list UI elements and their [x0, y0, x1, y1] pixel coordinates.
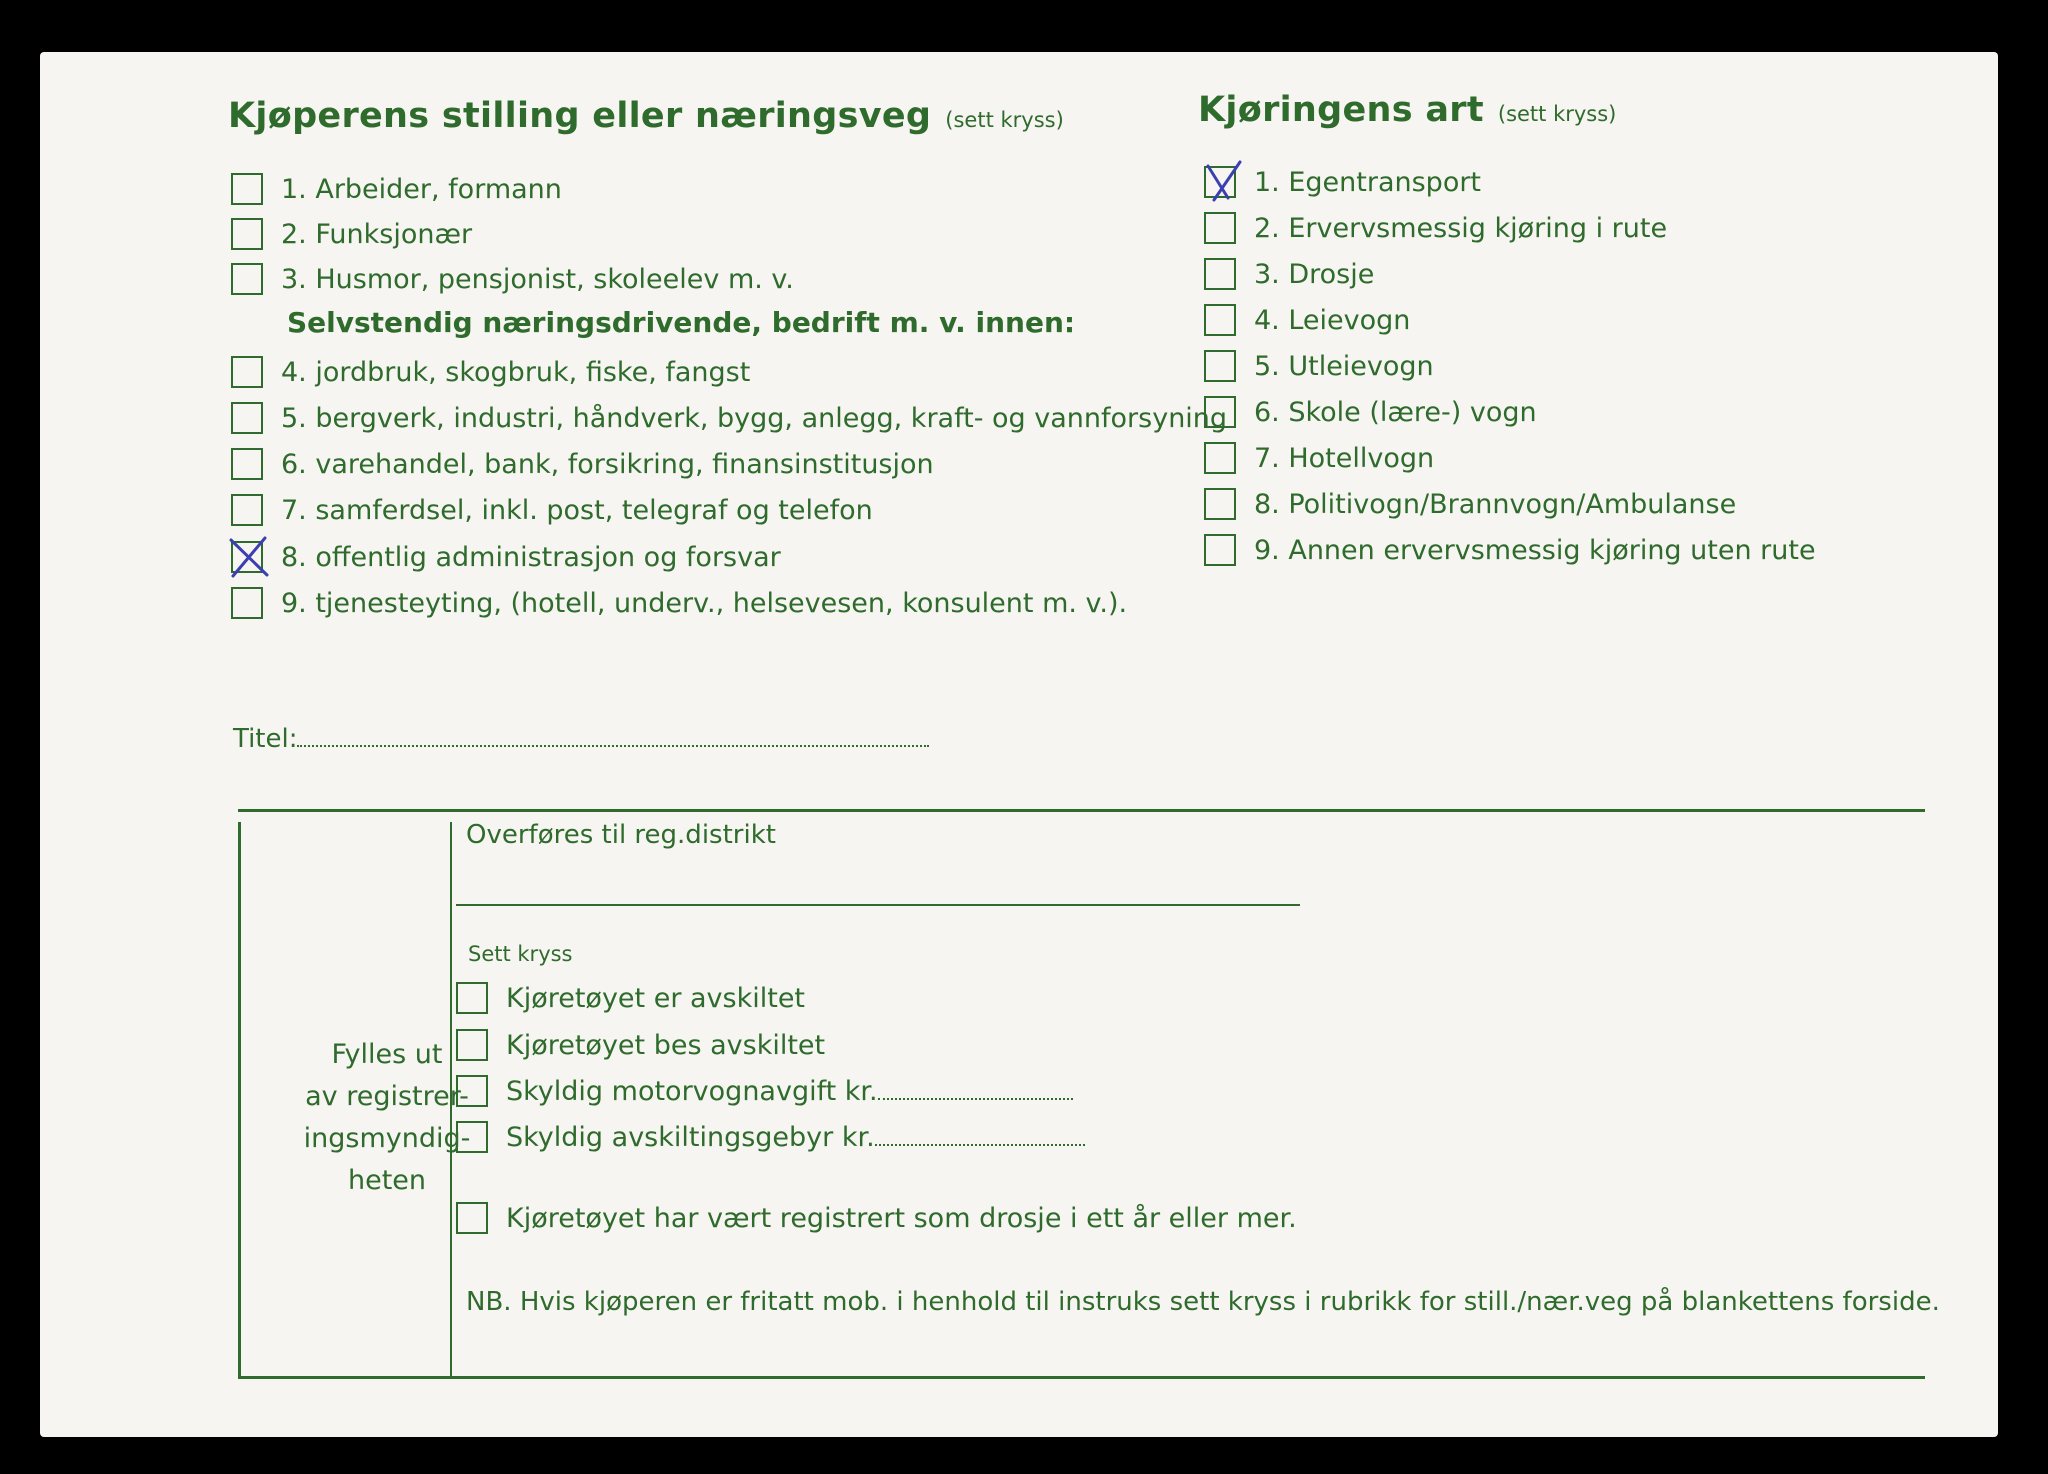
option-label-text: Skyldig avskiltingsgebyr kr.	[506, 1122, 875, 1153]
checkbox[interactable]	[1204, 258, 1236, 290]
option-label: 5. Utleievogn	[1254, 351, 1434, 382]
self-employed-subheading: Selvstendig næringsdrivende, bedrift m. v. innen:	[287, 306, 1076, 339]
option-label: 5. bergverk, industri, håndverk, bygg, anlegg, kraft- og vannforsyning	[281, 403, 1228, 434]
title-label: Titel:	[233, 724, 298, 754]
option-label: 7. Hotellvogn	[1254, 443, 1435, 474]
checkbox[interactable]	[456, 1029, 488, 1061]
option-label: 8. Politivogn/Brannvogn/Ambulanse	[1254, 489, 1737, 520]
checkbox[interactable]	[231, 356, 263, 388]
side-label-line: Fylles ut	[331, 1039, 443, 1070]
nb-note: NB. Hvis kjøperen er fritatt mob. i henhold til instruks sett kryss i rubrikk for still./nær.veg på blankettens forside.	[466, 1287, 1940, 1317]
amount-dotted-line[interactable]	[875, 1144, 1085, 1146]
option-label: 8. offentlig administrasjon og forsvar	[281, 542, 781, 573]
checkbox[interactable]	[1204, 304, 1236, 336]
checkbox[interactable]	[231, 587, 263, 619]
title-dotted-line[interactable]	[297, 745, 929, 747]
checkbox[interactable]	[1204, 350, 1236, 382]
driving-type-note: (sett kryss)	[1497, 102, 1617, 126]
option-label: 7. samferdsel, inkl. post, telegraf og telefon	[281, 495, 873, 526]
handwritten-x-mark-icon	[227, 535, 271, 579]
option-label: 9. Annen ervervsmessig kjøring uten rute	[1254, 535, 1816, 566]
checkbox[interactable]	[231, 218, 263, 250]
checkbox[interactable]	[231, 263, 263, 295]
driving-type-title: Kjøringens art	[1198, 90, 1484, 130]
option-label: 3. Husmor, pensjonist, skoleelev m. v.	[281, 264, 794, 295]
option-label: 2. Ervervsmessig kjøring i rute	[1254, 213, 1668, 244]
form-sheet	[40, 52, 1998, 1437]
buyer-occupation-title: Kjøperens stilling eller næringsveg	[228, 96, 932, 136]
option-label: 6. Skole (lære-) vogn	[1254, 397, 1537, 428]
option-label: 1. Egentransport	[1254, 167, 1482, 198]
option-label: Kjøretøyet har vært registrert som drosje i ett år eller mer.	[506, 1203, 1297, 1234]
checkbox[interactable]	[231, 173, 263, 205]
registry-box-top-border	[238, 809, 1925, 812]
option-label	[506, 1121, 1085, 1155]
option-label: Kjøretøyet bes avskiltet	[506, 1030, 826, 1061]
checkbox[interactable]	[1204, 534, 1236, 566]
side-label-line: ingsmyndig-	[303, 1123, 471, 1154]
sett-kryss-label: Sett kryss	[468, 942, 573, 966]
driving-type-heading	[1198, 90, 1616, 130]
checkbox[interactable]	[456, 1121, 488, 1153]
checkbox[interactable]	[1204, 212, 1236, 244]
transfer-district-line[interactable]	[456, 904, 1300, 906]
checkbox[interactable]	[1204, 442, 1236, 474]
option-label: 4. jordbruk, skogbruk, fiske, fangst	[281, 357, 751, 388]
checkbox[interactable]	[231, 448, 263, 480]
registry-box-left-border	[238, 822, 241, 1378]
side-label-line: av registrer-	[305, 1081, 469, 1112]
option-label: Kjøretøyet er avskiltet	[506, 983, 806, 1014]
option-label: 2. Funksjonær	[281, 219, 473, 250]
checkbox[interactable]	[456, 1075, 488, 1107]
option-label: 1. Arbeider, formann	[281, 174, 562, 205]
checkbox[interactable]	[456, 1202, 488, 1234]
side-label-line: heten	[347, 1165, 427, 1196]
buyer-occupation-note: (sett kryss)	[945, 108, 1064, 132]
checkbox[interactable]	[231, 494, 263, 526]
checkbox[interactable]	[1204, 488, 1236, 520]
checkbox[interactable]	[456, 982, 488, 1014]
option-label: 3. Drosje	[1254, 259, 1375, 290]
transfer-district-label: Overføres til reg.distrikt	[466, 820, 776, 850]
handwritten-x-mark-icon	[1200, 160, 1244, 204]
option-label-text: Skyldig motorvognavgift kr.	[506, 1076, 878, 1107]
amount-dotted-line[interactable]	[878, 1098, 1073, 1100]
title-field[interactable]	[233, 724, 929, 754]
checkbox[interactable]	[231, 402, 263, 434]
option-label: 4. Leievogn	[1254, 305, 1411, 336]
buyer-occupation-heading	[228, 96, 1064, 136]
registry-box-bottom-border	[238, 1376, 1925, 1379]
option-label: 6. varehandel, bank, forsikring, finansinstitusjon	[281, 449, 934, 480]
option-label	[506, 1075, 1073, 1109]
checkbox[interactable]	[1204, 396, 1236, 428]
option-label: 9. tjenesteyting, (hotell, underv., helsevesen, konsulent m. v.).	[281, 588, 1128, 619]
